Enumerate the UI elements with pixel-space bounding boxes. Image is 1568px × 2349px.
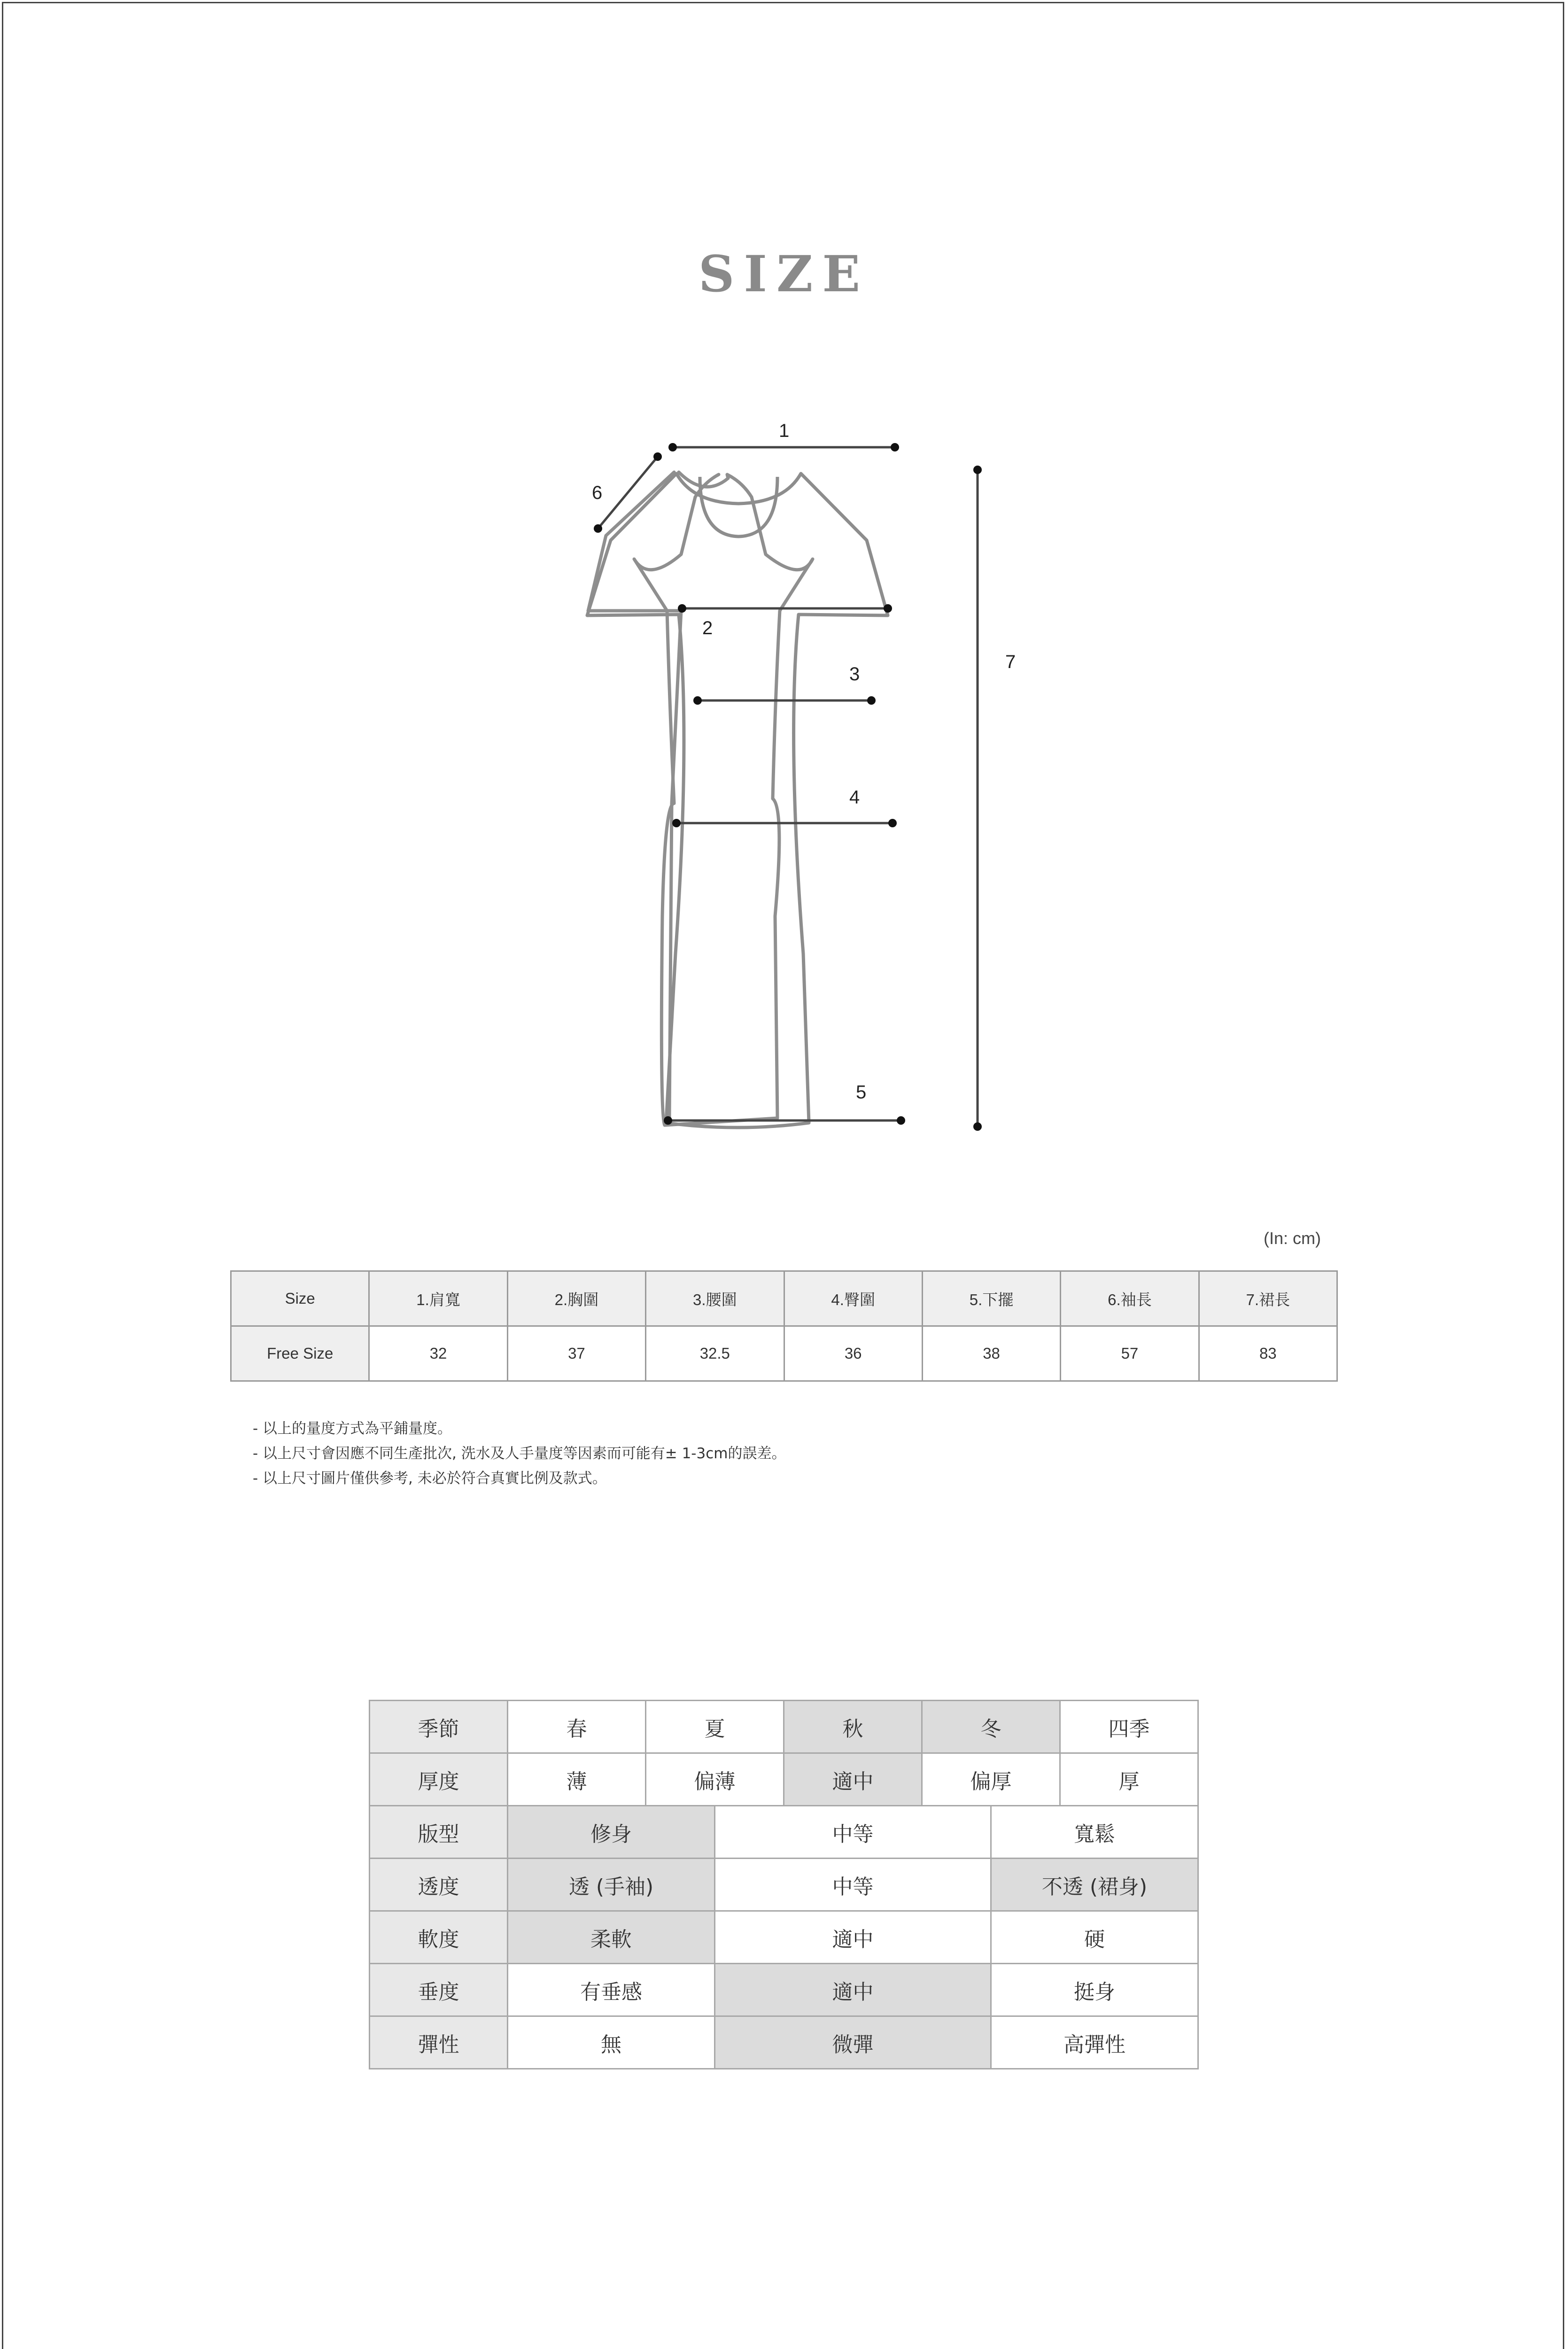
thickness-option-thick: 厚	[1060, 1753, 1198, 1806]
measure-label-5: 5	[856, 1082, 867, 1103]
size-header-cell: 2.胸圍	[507, 1271, 645, 1326]
measure-dot	[672, 819, 681, 827]
size-header-cell: 5.下擺	[922, 1271, 1060, 1326]
size-header-cell: 6.袖長	[1061, 1271, 1199, 1326]
measure-label-4: 4	[849, 787, 860, 808]
measure-dot	[897, 1116, 905, 1125]
fabric-attributes-table	[369, 1700, 1199, 2069]
measure-dot	[973, 1122, 982, 1131]
measure-dot	[867, 696, 876, 705]
size-table	[230, 1270, 1338, 1382]
measure-dot	[668, 443, 677, 451]
drape-option-flowy: 有垂感	[508, 1964, 715, 2016]
season-option-spring: 春	[508, 1701, 646, 1753]
season-option-all: 四季	[1060, 1701, 1198, 1753]
thickness-option-slightly-thick: 偏厚	[922, 1753, 1060, 1806]
size-value-cell: 32.5	[646, 1326, 784, 1381]
size-value-cell: 83	[1199, 1326, 1337, 1381]
measure-dot	[973, 466, 982, 474]
size-header-cell: 4.臀圍	[784, 1271, 922, 1326]
size-header-cell: 7.裙長	[1199, 1271, 1337, 1326]
note-line: - 以上尺寸圖片僅供參考, 未必於符合真實比例及款式。	[253, 1470, 607, 1487]
attr-label-softness: 軟度	[370, 1911, 508, 1964]
elasticity-option-none: 無	[508, 2016, 715, 2069]
size-value-cell: 37	[507, 1326, 645, 1381]
note-line: - 以上尺寸會因應不同生產批次, 洗水及人手量度等因素而可能有± 1-3cm的誤差。	[253, 1445, 786, 1462]
attr-row-thickness	[370, 1753, 1198, 1806]
measure-line-6	[598, 457, 658, 529]
thickness-option-medium: 適中	[784, 1753, 922, 1806]
size-row-label: Free Size	[231, 1326, 369, 1381]
softness-option-hard: 硬	[991, 1911, 1198, 1964]
attr-row-drape	[370, 1964, 1198, 2016]
attr-row-fit	[370, 1806, 1198, 1859]
measure-dot	[678, 604, 686, 613]
attr-label-fit: 版型	[370, 1806, 508, 1859]
fit-option-slim: 修身	[508, 1806, 715, 1859]
attr-label-transparency: 透度	[370, 1859, 508, 1911]
measure-dot	[594, 524, 602, 533]
measure-label-2: 2	[702, 618, 713, 638]
attr-row-elasticity	[370, 2016, 1198, 2069]
transparency-option-medium: 中等	[715, 1859, 991, 1911]
measurement-notes	[253, 1416, 786, 1491]
measure-dot	[693, 696, 702, 705]
measure-dot	[888, 819, 897, 827]
size-header-cell: Size	[231, 1271, 369, 1326]
attr-label-elasticity: 彈性	[370, 2016, 508, 2069]
elasticity-option-high: 高彈性	[991, 2016, 1198, 2069]
dress-silhouette	[587, 474, 888, 1128]
season-option-summer: 夏	[646, 1701, 784, 1753]
size-value-cell: 57	[1061, 1326, 1199, 1381]
unit-note: (In: cm)	[1264, 1229, 1321, 1248]
softness-option-medium: 適中	[715, 1911, 991, 1964]
size-header-cell: 3.腰圍	[646, 1271, 784, 1326]
measure-label-6: 6	[592, 482, 603, 503]
season-option-winter: 冬	[922, 1701, 1060, 1753]
size-value-cell: 38	[922, 1326, 1060, 1381]
thickness-option-thin: 薄	[508, 1753, 646, 1806]
measure-dot	[664, 1116, 672, 1125]
transparency-option-sheer: 透 (手袖)	[508, 1859, 715, 1911]
dress-measurement-diagram	[564, 399, 1033, 1142]
fit-option-regular: 中等	[715, 1806, 991, 1859]
attr-row-transparency	[370, 1859, 1198, 1911]
measure-label-1: 1	[779, 420, 790, 441]
attr-label-season: 季節	[370, 1701, 508, 1753]
attr-label-thickness: 厚度	[370, 1753, 508, 1806]
measure-dot	[891, 443, 899, 451]
measure-dot	[884, 604, 892, 613]
size-value-cell: 36	[784, 1326, 922, 1381]
season-option-autumn: 秋	[784, 1701, 922, 1753]
size-value-cell: 32	[369, 1326, 507, 1381]
note-line: - 以上的量度方式為平鋪量度。	[253, 1420, 452, 1437]
measure-dot	[653, 452, 662, 461]
fit-option-loose: 寬鬆	[991, 1806, 1198, 1859]
attr-row-softness	[370, 1911, 1198, 1964]
transparency-option-opaque: 不透 (裙身)	[991, 1859, 1198, 1911]
softness-option-soft: 柔軟	[508, 1911, 715, 1964]
size-header-cell: 1.肩寬	[369, 1271, 507, 1326]
page-title: SIZE	[698, 244, 870, 303]
measure-label-7: 7	[1005, 652, 1016, 672]
attr-label-drape: 垂度	[370, 1964, 508, 2016]
dress-outline	[634, 472, 813, 1125]
drape-option-medium: 適中	[715, 1964, 991, 2016]
measure-label-3: 3	[849, 664, 860, 684]
thickness-option-slightly-thin: 偏薄	[646, 1753, 784, 1806]
elasticity-option-slight: 微彈	[715, 2016, 991, 2069]
drape-option-structured: 挺身	[991, 1964, 1198, 2016]
table-row	[231, 1326, 1337, 1381]
size-table-header-row	[231, 1271, 1337, 1326]
attr-row-season	[370, 1701, 1198, 1753]
